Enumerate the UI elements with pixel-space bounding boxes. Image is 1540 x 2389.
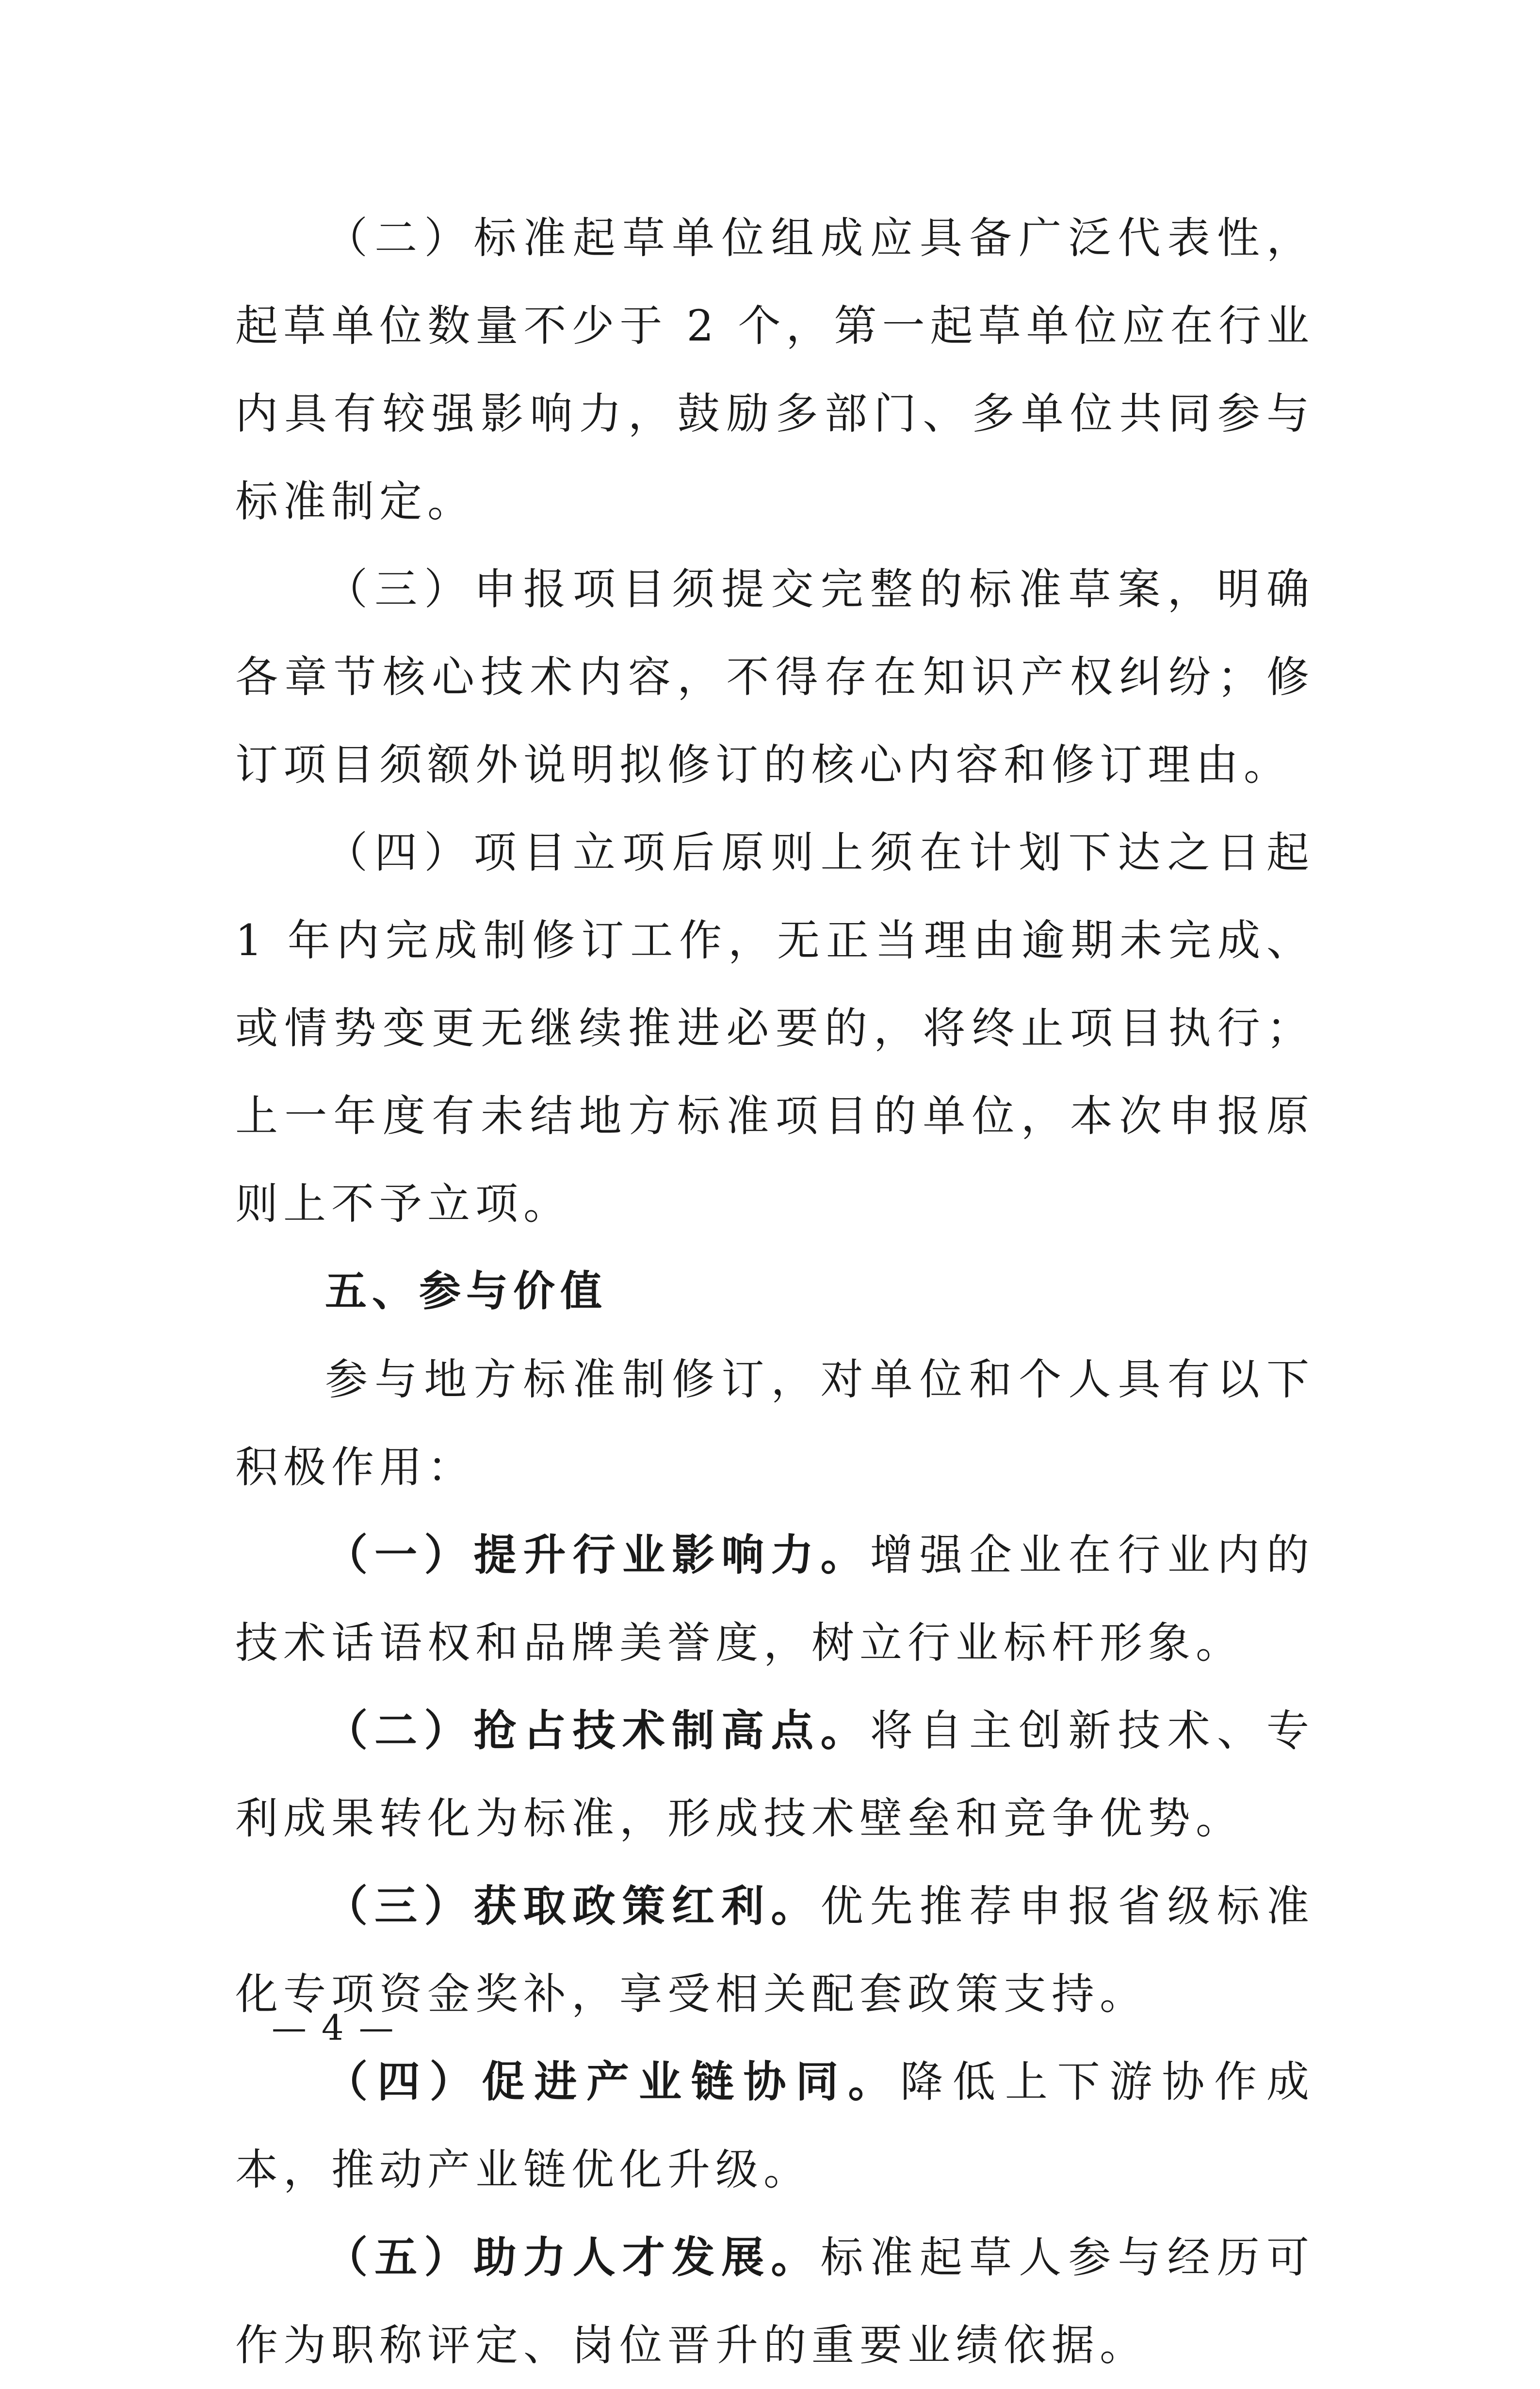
paragraph-drafting-units: （二）标准起草单位组成应具备广泛代表性，起草单位数量不少于 2 个，第一起草单位应在行业内具有较强影响力，鼓励多部门、多单位共同参与标准制定。 (235, 213, 1314, 526)
document-body (235, 194, 1314, 2389)
benefit-text: 优先推荐申报省级标准化专项资金奖补，享受相关配套政策支持。 (235, 1881, 1314, 2019)
benefit-lead: （四）促进产业链协同。 (325, 2057, 901, 2107)
benefit-text: 将自主创新技术、专利成果转化为标准，形成技术壁垒和竞争优势。 (235, 1706, 1314, 1843)
benefit-lead: （二）抢占技术制高点。 (325, 1706, 870, 1755)
page-number: — 4 — (272, 2007, 396, 2048)
paragraph-draft-submission: （三）申报项目须提交完整的标准草案，明确各章节核心技术内容，不得存在知识产权纠纷；修订项目须额外说明拟修订的核心内容和修订理由。 (235, 564, 1314, 790)
benefit-lead: （一）提升行业影响力。 (325, 1530, 870, 1580)
paragraph-benefit-influence (235, 1511, 1314, 1687)
benefit-lead: （三）获取政策红利。 (325, 1881, 821, 1931)
paragraph-benefit-technology (235, 1687, 1314, 1862)
section-heading-participation-value: 五、参与价值 (325, 1267, 607, 1316)
paragraph-participation-intro: 参与地方标准制修订，对单位和个人具有以下积极作用： (235, 1354, 1314, 1492)
benefit-text: 增强企业在行业内的技术话语权和品牌美誉度，树立行业标杆形象。 (235, 1530, 1314, 1668)
benefit-text: 标准起草人参与经历可作为职称评定、岗位晋升的重要业绩依据。 (235, 2232, 1314, 2370)
benefit-text: 降低上下游协作成本，推动产业链优化升级。 (235, 2057, 1314, 2194)
paragraph-project-timeline: （四）项目立项后原则上须在计划下达之日起 1 年内完成制修订工作，无正当理由逾期未完成、或情势变更无继续推进必要的，将终止项目执行；上一年度有未结地方标准项目的单位，本次申报原则上不予立项。 (235, 828, 1314, 1229)
benefit-lead: （五）助力人才发展。 (325, 2232, 821, 2282)
paragraph-benefit-industry-chain (235, 2038, 1314, 2213)
paragraph-benefit-policy (235, 1862, 1314, 2038)
paragraph-benefit-talent (235, 2213, 1314, 2389)
